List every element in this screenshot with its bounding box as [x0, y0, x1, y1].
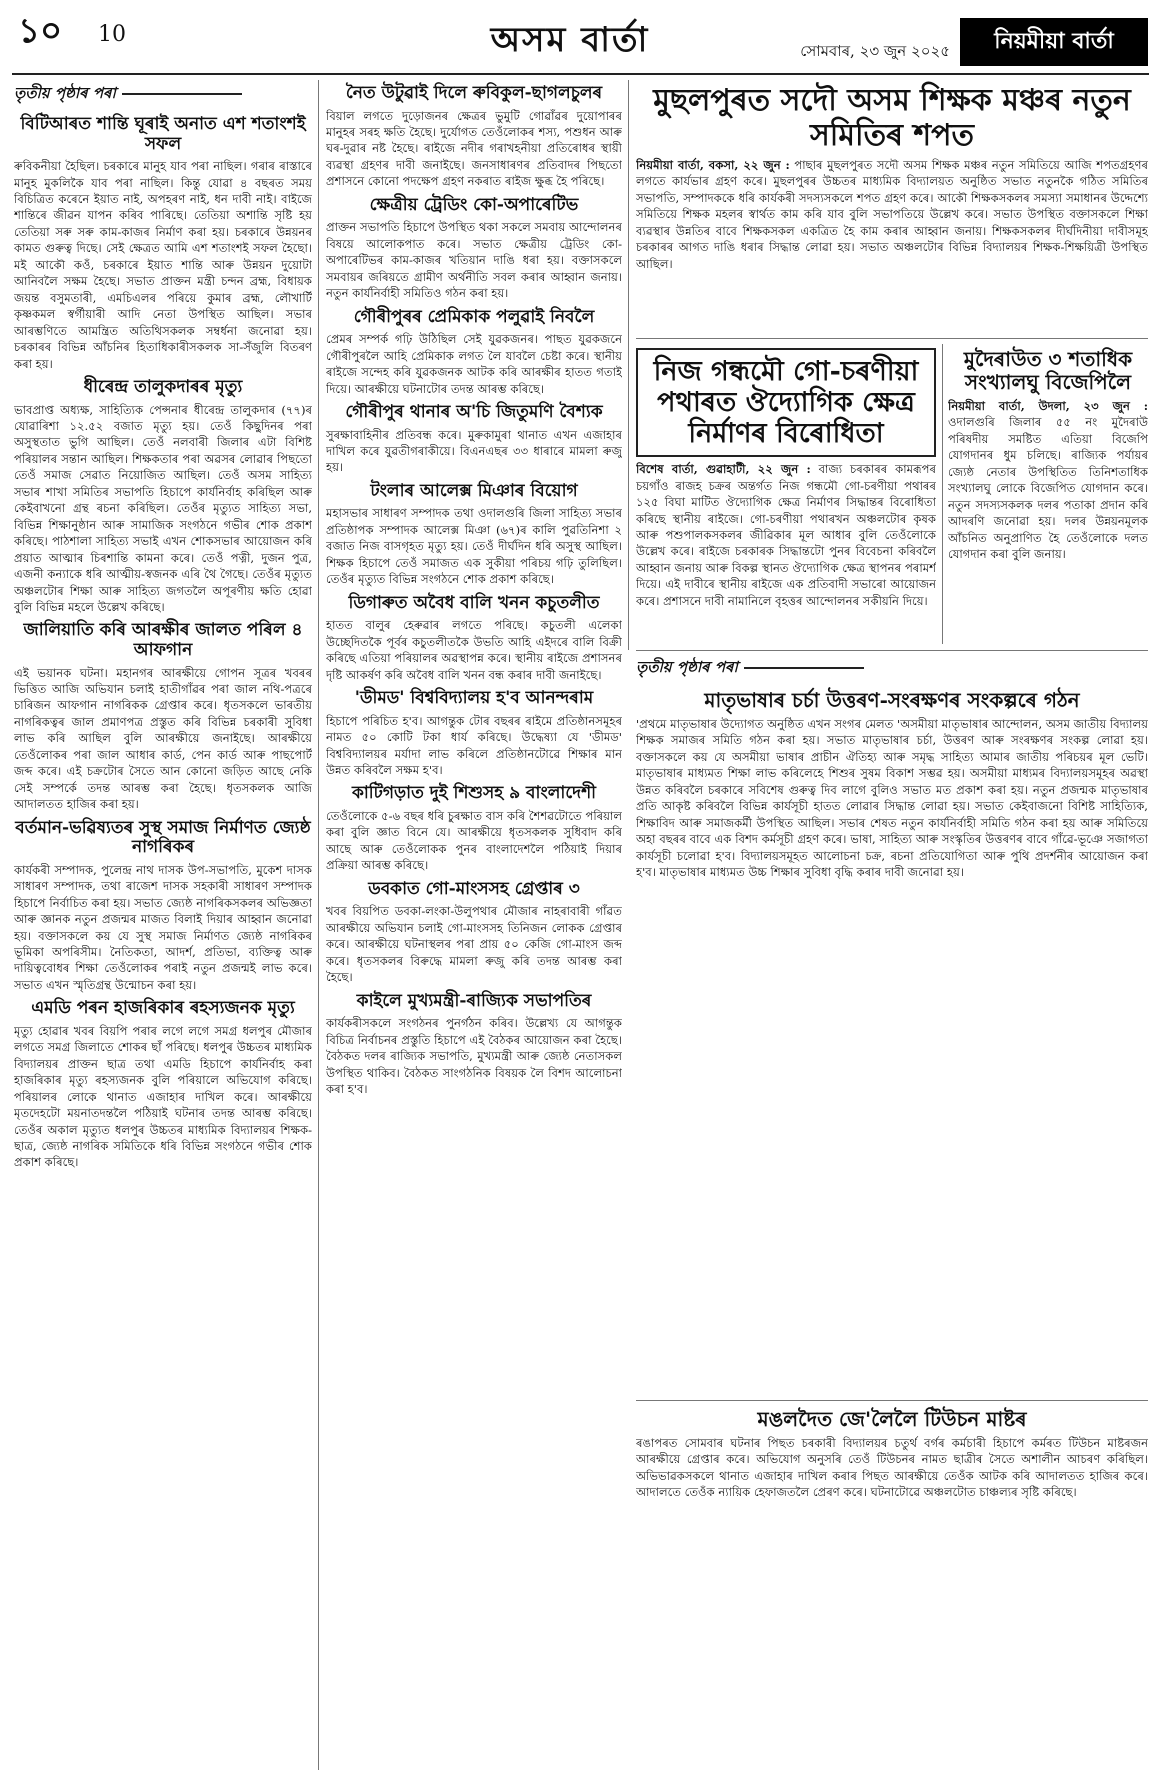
story-body: কাৰ্যকৰীসকলে সংগঠনৰ পুনৰ্গঠন কৰিব। উল্লেখ্য যে আগন্তুক বিচিত্ৰ নিৰ্বাচনৰ প্ৰস্তুতি হিচাপে এই বৈঠকৰ আয়োজন কৰা হৈছে। বৈঠকত দলৰ ৰাজ্যিক সভাপতি, মুখ্যমন্ত্ৰী আৰু জ্যেষ্ঠ নেতাসকল উপস্থিত থাকিব। বৈঠকত সাংগঠনিক বিষয়ক লৈ বিশদ আলোচনা কৰা হ'ব।	[326, 1016, 622, 1096]
story	[14, 819, 312, 994]
story-headline: কাটিগড়াত দুই শিশুসহ ৯ বাংলাদেশী	[351, 783, 597, 804]
story-headline: গৌৰীপুৰৰ প্ৰেমিকাক পলুৱাই নিবলৈ	[353, 306, 595, 327]
story	[636, 1404, 1148, 1770]
story	[14, 999, 312, 1171]
story-headline: গৌৰীপুৰ থানাৰ অ'চি জিতুমণি বৈশ্যক	[345, 401, 603, 422]
story-body: মহাসভাৰ সাধাৰণ সম্পাদক তথা ওদালগুৰি জিলা সাহিত্য সভাৰ প্ৰতিষ্ঠাপক সম্পাদক আলেক্স মিঞা (৬৭)ৰ কালি পুৱতিনিশা ২ বজাত নিজ বাসগৃহত মৃত্যু হয়। তেওঁ দীৰ্ঘদিন ধৰি অসুস্থ আছিল। শিক্ষক হিচাপে তেওঁ সমাজত এক সুকীয়া পৰিচয় গঢ়ি তুলিছিল। তেওঁৰ মৃত্যুত বিভিন্ন সংগঠনে শোক প্ৰকাশ কৰিছে।	[326, 506, 622, 587]
story-body: ৰুবিকনীয়া হৈছিল। চৰকাৰে মানুহ যাব পৰা নাছিল। গৰাৰ ৰাস্তাৰে মানুহ মুকলিকৈ যাব পৰা নাছিল। কিন্তু যোৱা ৪ বছৰত সময় বিচিত্ৰিত কৰেনে ইয়াত নাই, অপহৰণ নাই, ধন দাবী নাই। বাইজে শান্তিৰে জীৱন যাপন কৰিব পাৰিছে। তেতিয়া অশান্তি সৃষ্টি হয় তেতিয়া সৰু সৰু কাম-কাজৰ নিৰ্মাণ কৰা হয়। চৰকাৰে উন্নয়নৰ কামত গুৰুত্ব দিছে। সেই ক্ষেত্ৰত আমি এশ শতাংশই সফল হৈছো। মই আকৌ কওঁ, চৰকাৰে ইয়াত শান্তি আৰু উন্নয়ন দুয়োটা আনিবলৈ সক্ষম হৈছে। সভাত প্ৰাক্তন মন্ত্ৰী চন্দন ব্ৰহ্ম, বিধায়ক জয়ন্ত বসুমতাৰী, এমচিএলৰ পৰিয়ে কুমাৰ ব্ৰহ্ম, লৌখাৰ্টি কৃষ্ণকমল স্বৰ্গীয়াৰী আদি নেতা উপস্থিত আছিল। সভাৰ আৰম্ভণিতে আমন্ত্ৰিত অতিথিসকলক সম্বৰ্ধনা জনোৱা হয়। চৰকাৰৰ বিভিন্ন আঁচনিৰ হিতাধিকাৰীসকলক সা-সঁজুলি বিতৰণ কৰা হয়।	[14, 159, 312, 371]
left-column	[14, 80, 312, 1770]
story-headline: ডবকাত গো-মাংসসহ গ্ৰেপ্তাৰ ৩	[368, 878, 580, 899]
story-dateline: নিয়মীয়া বাৰ্তা, উদলা, ২৩ জুন :	[948, 399, 1148, 413]
story-body: হাতত বালুৰ হেৰুৱাৰ লগতে পৰিছে। কচুতলী এলেকা উচ্ছেদিতকৈ পূৰ্বৰ কচুতলীতকৈ উভতি আহি এইদৰে বালি বিক্ৰী কৰিছে এতিয়া পৰিয়ালৰ অৱস্থাপন্ন কৰে। স্থানীয় ৰাইজে প্ৰশাসনৰ দৃষ্টি আকৰ্ষণ কৰি অবৈধ বালি খনন বন্ধ কৰাৰ দাবী জনাইছে।	[326, 618, 622, 682]
story-body: ওদালগুৰি জিলাৰ ৫৫ নং মুদৈৰাউ পৰিষদীয় সমষ্টিত এতিয়া বিজেপি যোগদানৰ ধুম চলিছে। ৰাজ্যিক পৰ্যায়ৰ জ্যেষ্ঠ নেতাৰ উপস্থিতিত তিনিশতাধিক সংখ্যালঘু লোকে বিজেপিত যোগদান কৰে। নতুন সদস্যসকলক দলৰ পতাকা প্ৰদান কৰি আদৰণি জনোৱা হয়। দলৰ উন্নয়নমূলক আঁচনিত অনুপ্ৰাণিত হৈ তেওঁলোকে দলত যোগদান কৰা বুলি জনায়।	[948, 415, 1148, 562]
story-headline: 'ডীমড' বিশ্ববিদ্যালয় হ'ব আনন্দৰাম	[354, 688, 594, 709]
story	[636, 654, 1148, 1394]
section-rule	[636, 338, 1148, 339]
issue-date: সোমবাৰ, ২৩ জুন ২০২৫	[800, 42, 950, 60]
story-body: তেওঁলোকে ৫-৬ বছৰ ধৰি চুৰক্ষাত বাস কৰি শৈশৱটোতে পৰিয়াল কৰা বুলি জ্ঞাত বিনে যে। আৰক্ষীয়ে ধৃতসকলক সুধিবাদ কৰি আছে আৰু তেওঁলোকক পুনৰ বাংলাদেশলৈ পঠিয়াই দিয়াৰ প্ৰক্ৰিয়া আৰম্ভ কৰিছে।	[326, 808, 622, 873]
story	[326, 784, 622, 873]
story-body: ভাবপ্ৰাপ্ত অধ্যক্ষ, সাহিত্যিক পেন্সনাৰ ধীৰেন্দ্ৰ তালুকদাৰ (৭৭)ৰ যোৱাৰিশা ১২.৫২ বজাত মৃত্যু হয়। তেওঁ কিছুদিনৰ পৰা অসুস্থতাত ভুগি আছিল। তেওঁ নলবাৰী জিলাৰ এটা বিশিষ্ট পৰিয়ালৰ সন্তান আছিল। শিক্ষকতাৰ পৰা অৱসৰ লোৱাৰ পিছতো তেওঁ সমাজ সেৱাত নিয়োজিত আছিল। তেওঁ অসম সাহিত্য সভাৰ শাখা সমিতিৰ সভাপতি হিচাপে কাৰ্যনিৰ্বাহ কৰিছিল আৰু কেইবাখনো গ্ৰন্থ ৰচনা কৰিছিল। তেওঁৰ মৃত্যুত সাহিত্য সভা, বিভিন্ন শিক্ষানুষ্ঠান আৰু সামাজিক সংগঠনে গভীৰ শোক প্ৰকাশ কৰিছে। পাঠশালা সাহিত্য সভাই এখন শোকসভাৰ আয়োজন কৰি প্ৰয়াত আত্মাৰ চিৰশান্তি কামনা কৰে। তেওঁ পত্নী, দুজন পুত্ৰ, এজনী কন্যাকে ধৰি আত্মীয়-স্বজনক এৰি থৈ গৈছে। তেওঁৰ মৃত্যুত অঞ্চলটোৰ শিক্ষা আৰু সাহিত্য জগতলৈ অপূৰণীয় ক্ষতি হোৱা বুলি বিভিন্ন মহলে উল্লেখ কৰিছে।	[14, 402, 312, 614]
story-body: প্ৰেমৰ সম্পৰ্ক গঢ়ি উঠিছিল সেই যুৱকজনৰ। পাছত যুৱকজনে গৌৰীপুৰলৈ আহি প্ৰেমিকাক লগত লৈ যাবলৈ চেষ্টা কৰে। স্থানীয় ৰাইজে সন্দেহ কৰি যুৱকজনক আটক কৰি আৰক্ষীৰ হাতত গতাই দিয়ে। আৰক্ষীয়ে ঘটনাটোৰ তদন্ত আৰম্ভ কৰিছে।	[326, 332, 622, 396]
story	[636, 344, 936, 644]
story	[326, 84, 622, 190]
brand-logo: নিয়মীয়া বাৰ্তা	[960, 18, 1148, 66]
story-headline: এমডি পৰন হাজৰিকাৰ ৰহস্যজনক মৃত্যু	[31, 998, 295, 1019]
story-headline: ক্ষেত্ৰীয় ট্ৰেডিং কো-অপাৰেটিভ	[369, 194, 579, 215]
story-body: কাৰ্যকৰী সম্পাদক, পুলেন্দ্ৰ নাথ দাসক উপ-সভাপতি, মুকেশ দাসক সাধাৰণ সম্পাদক, তথা ৰাজেশ দাসক সহকাৰী সাধাৰণ সম্পাদক হিচাপে নিৰ্বাচিত কৰা হয়। সভাত জ্যেষ্ঠ নাগৰিকসকলৰ অভিজ্ঞতা আৰু জ্ঞানক নতুন প্ৰজন্মৰ মাজত বিলাই দিয়াৰ আহ্বান জনোৱা হয়। বক্তাসকলে কয় যে সুস্থ সমাজ নিৰ্মাণত জ্যেষ্ঠ নাগৰিকৰ ভূমিকা অপৰিসীম। নৈতিকতা, আদৰ্শ, প্ৰতিভা, ব্যক্তিত্ব আৰু দায়িত্ববোধৰ শিক্ষা তেওঁলোকৰ পৰাই নতুন প্ৰজন্মই লাভ কৰে। সভাত এখন স্মৃতিগ্ৰন্থ উন্মোচন কৰা হয়।	[14, 862, 312, 992]
page-number-bengali: ১০	[18, 11, 63, 51]
story	[326, 403, 622, 476]
story-headline: মাতৃভাষাৰ চৰ্চা উত্তৰণ-সংৰক্ষণৰ সংকল্পৰে গঠন	[704, 688, 1080, 712]
story-headline: নৈত উটুৱাই দিলে ৰুবিকুল-ছাগলচুলৰ	[345, 83, 603, 103]
paper-name: অসম বাৰ্তা	[490, 20, 650, 60]
story-headline: মুদৈৰাউত ৩ শতাধিক সংখ্যালঘু বিজেপিলৈ	[963, 347, 1133, 394]
continued-label: তৃতীয় পৃষ্ঠাৰ পৰা	[14, 80, 312, 111]
story	[948, 344, 1148, 644]
story	[14, 378, 312, 615]
story	[326, 689, 622, 778]
story-headline: ডিগাৰুত অবৈধ বালি খনন কচুতলীত	[348, 592, 600, 613]
story	[14, 115, 312, 372]
story-body: বিয়াল লগতে দুড়োজনৰ ক্ষেত্ৰৰ ভুমুটি গোৱাঁৱৰ দুয়োপাৰৰ মানুহৰ সৰহ ক্ষতি হৈছে। দুৰ্যোগত তেওঁলোকৰ শস্য, পশুধন আৰু ঘৰ-দুৱাৰ নষ্ট হৈছে। ৰাইজে নদীৰ গৰাখহনীয়া প্ৰতিৰোধৰ স্থায়ী ব্যৱস্থা গ্ৰহণৰ দাবী জনাইছে। জনসাধাৰণৰ প্ৰতিবাদৰ পিছতো প্ৰশাসনে কোনো পদক্ষেপ গ্ৰহণ নকৰাত ৰাইজ ক্ষুব্ধ হৈ পৰিছে।	[326, 108, 622, 189]
story-body: এই ভয়ানক ঘটনা। মহানগৰ আৰক্ষীয়ে গোপন সূত্ৰৰ খবৰৰ ভিত্তিত আজি অভিযান চলাই হাতীগাঁৱৰ পৰা জাল নথি-পত্ৰৰে চাৰিজন আফগান নাগৰিকক গ্ৰেপ্তাৰ কৰে। ধৃতসকলে ভাৰতীয় নাগৰিকত্বৰ জাল প্ৰমাণপত্ৰ প্ৰস্তুত কৰি বিভিন্ন চৰকাৰী সুবিধা লাভ কৰি আছিল বুলি আৰক্ষীয়ে জনাইছে। আৰক্ষীয়ে তেওঁলোকৰ পৰা জাল আধাৰ কাৰ্ড, পেন কাৰ্ড আৰু পাছপোৰ্ট জব্দ কৰে। এই চক্ৰটোৰ সৈতে আন কোনো জড়িত আছে নেকি সেই সম্পৰ্কে তদন্ত আৰম্ভ কৰা হৈছে। ধৃতসকলক আজি আদালতত হাজিৰ কৰা হয়।	[14, 665, 312, 812]
story	[326, 308, 622, 397]
column-rule	[318, 80, 319, 1770]
story-headline: বিটিআৰত শান্তি ঘূৰাই অনাত এশ শতাংশই সফল	[20, 114, 306, 154]
story-body: মৃত্যু হোৱাৰ খবৰ বিয়পি পৰাৰ লগে লগে সমগ্ৰ ধলপুৰ মৌজাৰ লগতে সমগ্ৰ জিলাতে শোকৰ ছাঁ পৰিছে। ধলপুৰ উচ্চতৰ মাধ্যমিক বিদ্যালয়ৰ প্ৰাক্তন ছাত্ৰ তথা এমডি হিচাপে কাৰ্যনিৰ্বাহ কৰা হাজৰিকাৰ মৃত্যু ৰহস্যজনক বুলি পৰিয়ালে অভিযোগ কৰিছে। পৰিয়ালৰ লোকে থানাত এজাহাৰ দাখিল কৰে। আৰক্ষীয়ে মৃতদেহটো ময়নাতদন্তলৈ পঠিয়াই ঘটনাৰ তদন্ত আৰম্ভ কৰিছে। তেওঁৰ অকাল মৃত্যুত ধলপুৰ উচ্চতৰ মাধ্যমিক বিদ্যালয়ৰ শিক্ষক-ছাত্ৰ, জ্যেষ্ঠ নাগৰিক সমিতিকে ধৰি বিভিন্ন সংগঠনে গভীৰ শোক প্ৰকাশ কৰিছে।	[14, 1023, 312, 1170]
column-rule	[942, 344, 943, 644]
story-body: পাছাৰ মুছলপুৰত সদৌ অসম শিক্ষক মঞ্চৰ নতুন সমিতিয়ে আজি শপতগ্ৰহণৰ লগতে কাৰ্যভাৰ গ্ৰহণ কৰে। মুছলপুৰৰ উচ্চতৰ মাধ্যমিক বিদ্যালয়ত অনুষ্ঠিত সভাত নতুনকৈ গঠিত সমিতিৰ সভাপতি, সম্পাদককে ধৰি কাৰ্যকৰী সদস্যসকলে শপত গ্ৰহণ কৰে। আকৌ শিক্ষকসকলৰ সমস্যা সমাধানৰ উদ্দেশ্যে সমিতিয়ে শিক্ষক মহলৰ স্বাৰ্থত কাম কৰি যাব বুলি সভাপতিয়ে উল্লেখ কৰে। সভাত উপস্থিত বক্তাসকলে শিক্ষা ব্যৱস্থাৰ উন্নতিৰ বাবে শিক্ষকসকল একত্ৰিত হৈ কাম কৰাৰ আহ্বান জনায়। শিক্ষকসকলৰ দীৰ্ঘদিনীয়া দাবীসমূহ চৰকাৰৰ আগত দাঙি ধৰাৰ সিদ্ধান্ত লোৱা হয়। সভাত অঞ্চলটোৰ বিভিন্ন বিদ্যালয়ৰ শিক্ষক-শিক্ষয়িত্ৰী উপস্থিত আছিল।	[636, 158, 1148, 271]
story-headline: বৰ্তমান-ভৱিষ্যতৰ সুস্থ সমাজ নিৰ্মাণত জ্যেষ্ঠ নাগৰিকৰ	[15, 817, 311, 858]
middle-column	[326, 80, 622, 1770]
story-body: ৰঙাপৰত সোমবাৰ ঘটনাৰ পিছত চৰকাৰী বিদ্যালয়ৰ চতুৰ্থ বৰ্গৰ কৰ্মচাৰী হিচাপে কৰ্মৰত টিউচন মাষ্টৰজন আৰক্ষীয়ে গ্ৰেপ্তাৰ কৰে। অভিযোগ অনুসৰি তেওঁ টিউচনৰ নামত ছাত্ৰীৰ সৈতে অশালীন আচৰণ কৰিছিল। অভিভাৱকসকলে থানাত এজাহাৰ দাখিল কৰাৰ পিছত আৰক্ষীয়ে তেওঁক আটক কৰি আদালতত হাজিৰ কৰে। আদালতে তেওঁক ন্যায়িক হেফাজতলৈ প্ৰেৰণ কৰে। ঘটনাটোৱে অঞ্চলটোত চাঞ্চল্যৰ সৃষ্টি কৰিছে।	[636, 1436, 1148, 1500]
story-headline: নিজ গন্ধমৌ গো-চৰণীয়া পথাৰত ঔদ্যোগিক ক্ষেত্ৰ নিৰ্মাণৰ বিৰোধিতা	[636, 348, 936, 457]
story-body: প্ৰাক্তন সভাপতি হিচাপে উপস্থিত থকা সকলে সমবায় আন্দোলনৰ বিষয়ে আলোকপাত কৰে। সভাত ক্ষেত্ৰীয় ট্ৰেডিং কো-অপাৰেটিভৰ কাম-কাজৰ খতিয়ান দাঙি ধৰা হয়। বক্তাসকলে সমবায়ৰ জৰিয়তে গ্ৰামীণ অৰ্থনীতি সবল কৰাৰ আহ্বান জনায়। নতুন কাৰ্যনিৰ্বাহী সমিতিও গঠন কৰা হয়।	[326, 220, 622, 301]
story	[326, 594, 622, 683]
story-body: 'প্ৰথমে মাতৃভাষাৰ উদ্যোগত অনুষ্ঠিত এখন সংগৰ মেলত 'অসমীয়া মাতৃভাষাৰ আন্দোলন, অসম জাতীয় বিদ্যালয় শিক্ষক সমাজৰ সমিতি গঠন কৰা হয়। সভাত মাতৃভাষাৰ চৰ্চা, উত্তৰণ আৰু সংৰক্ষণৰ সংকল্প লোৱা হয়। বক্তাসকলে কয় যে অসমীয়া ভাষাৰ প্ৰাচীন ঐতিহ্য আৰু সমৃদ্ধ সাহিত্য আমাৰ জাতীয় পৰিচয়ৰ মূল ভেটি। মাতৃভাষাৰ মাধ্যমত শিক্ষা লাভ কৰিলেহে শিশুৰ সুষম বিকাশ সম্ভৱ হয়। অসমীয়া মাধ্যমৰ বিদ্যালয়সমূহৰ অৱস্থা উন্নত কৰিবলৈ চৰকাৰে সবিশেষ গুৰুত্ব দিব লাগে বুলিও সভাত মত প্ৰকাশ কৰা হয়। নতুন প্ৰজন্মক মাতৃভাষাৰ প্ৰতি আকৃষ্ট কৰিবলৈ বিভিন্ন কাৰ্যসূচী হাতত লোৱাৰ সিদ্ধান্ত লোৱা হয়। সভাত কেইবাজনো বিশিষ্ট সাহিত্যিক, শিক্ষাবিদ আৰু সমাজকৰ্মী উপস্থিত আছিল। সভাৰ শেষত নতুন কাৰ্যনিৰ্বাহী সমিতি গঠন কৰা হয় আৰু সমিতিয়ে অহা বছৰৰ বাবে এক বিশদ কৰ্মসূচী গ্ৰহণ কৰে। ভাষা, সাহিত্য আৰু সংস্কৃতিৰ উত্তৰণৰ বাবে গাঁৱে-ভূঞে সজাগতা কাৰ্যসূচী চলোৱা হ'ব। বিদ্যালয়সমূহত আলোচনা চক্ৰ, ৰচনা প্ৰতিযোগিতা আৰু পুথি প্ৰদৰ্শনীৰ আয়োজন কৰা হ'ব। মাতৃভাষাৰ মাধ্যমত উচ্চ শিক্ষাৰ সুবিধা বৃদ্ধি কৰাৰ দাবী জনোৱা হয়।	[636, 717, 1148, 880]
story-body: খবৰ বিয়পিত ডবকা-লংকা-উলুপথাৰ মৌজাৰ নাহৰাবাৰী গাঁৱত আৰক্ষীয়ে অভিযান চলাই গো-মাংসসহ তিনিজন লোকক গ্ৰেপ্তাৰ কৰে। আৰক্ষীয়ে ঘটনাস্থলৰ পৰা প্ৰায় ৫০ কেজি গো-মাংস জব্দ কৰে। ধৃতসকলৰ বিৰুদ্ধে মামলা ৰুজু কৰি তদন্ত আৰম্ভ কৰা হৈছে।	[326, 904, 622, 985]
story-headline: টংলাৰ আলেক্স মিঞাৰ বিয়োগ	[370, 480, 578, 501]
story	[326, 992, 622, 1098]
continued-label: তৃতীয় পৃষ্ঠাৰ পৰা	[636, 654, 1148, 685]
story-headline: ধীৰেন্দ্ৰ তালুকদাৰৰ মৃত্যু	[83, 376, 243, 397]
story-headline: কাইলে মুখ্যমন্ত্ৰী-ৰাজ্যিক সভাপতিৰ	[356, 990, 592, 1011]
story	[326, 196, 622, 302]
story	[14, 621, 312, 812]
story	[326, 482, 622, 588]
section-rule	[636, 650, 1148, 651]
lead-story	[636, 80, 1148, 335]
story-body: হিচাপে পৰিচিত হ'ব। আগন্তুক টোৰ বছৰৰ ৰাইমে প্ৰতিষ্ঠানসমূহৰ নামত ৫০ কোটি টকা ধাৰ্য কৰিছে। উদ্ধেষ্যা যে 'ডীমড' বিশ্ববিদ্যালয়ৰ মৰ্যাদা লাভ কৰিলে প্ৰতিষ্ঠানটোৱে শিক্ষাৰ মান উন্নত কৰিবলৈ সক্ষম হ'ব।	[326, 713, 622, 777]
story-headline: মঙলদৈত জে'লৈলৈ টিউচন মাষ্টৰ	[757, 1407, 1027, 1431]
page-number: 10	[98, 22, 126, 47]
story-headline: মুছলপুৰত সদৌ অসম শিক্ষক মঞ্চৰ নতুন সমিতিৰ শপত	[653, 83, 1131, 153]
column-rule	[628, 80, 629, 650]
story-headline: জালিয়াতি কৰি আৰক্ষীৰ জালত পৰিল ৪ আফগান	[23, 620, 303, 660]
story-body: সুৰক্ষাবাহিনীৰ প্ৰতিবন্ধ কৰে। মুৰুকামুৰা থানাত এখন এজাহাৰ দাখিল কৰে যুৱতীগৰাকীয়ে। বিএনএছৰ ৩৩ ধাৰাৰে মামলা ৰুজু হয়।	[326, 427, 622, 475]
section-rule	[636, 1400, 1148, 1401]
story	[326, 880, 622, 986]
story-dateline: নিয়মীয়া বাৰ্তা, বকসা, ২২ জুন :	[636, 158, 790, 172]
story-dateline: বিশেষ বাৰ্তা, গুৱাহাটী, ২২ জুন :	[636, 462, 811, 477]
masthead-rule	[12, 73, 1149, 75]
story-body: বাজ্য চৰকাৰৰ কামৰূপৰ চয়গাঁও ৰাজহ চক্ৰৰ অন্তৰ্গত নিজ গন্ধমৌ গো-চৰণীয়া পথাৰৰ ১২৫ বিঘা মাটিত ঔদ্যোগিক ক্ষেত্ৰ নিৰ্মাণৰ সিদ্ধান্তৰ বিৰোধিতা কৰিছে স্থানীয় ৰাইজে। গো-চৰণীয়া পথাৰখন অঞ্চলটোৰ কৃষক আৰু পশুপালকসকলৰ জীৱিকাৰ মূল আধাৰ বুলি তেওঁলোকে উল্লেখ কৰে। ৰাইজে চৰকাৰক সিদ্ধান্তটো পুনৰ বিবেচনা কৰিবলৈ আহ্বান জনায় আৰু বিকল্প স্থানত ঔদ্যোগিক ক্ষেত্ৰ স্থাপনৰ পৰামৰ্শ দিয়ে। এই দাবীৰে স্থানীয় ৰাইজে এক প্ৰতিবাদী সভাৰো আয়োজন কৰে। প্ৰশাসনে দাবী নামানিলে বৃহত্তৰ আন্দোলনৰ সকীয়নি দিয়ে।	[636, 462, 936, 608]
